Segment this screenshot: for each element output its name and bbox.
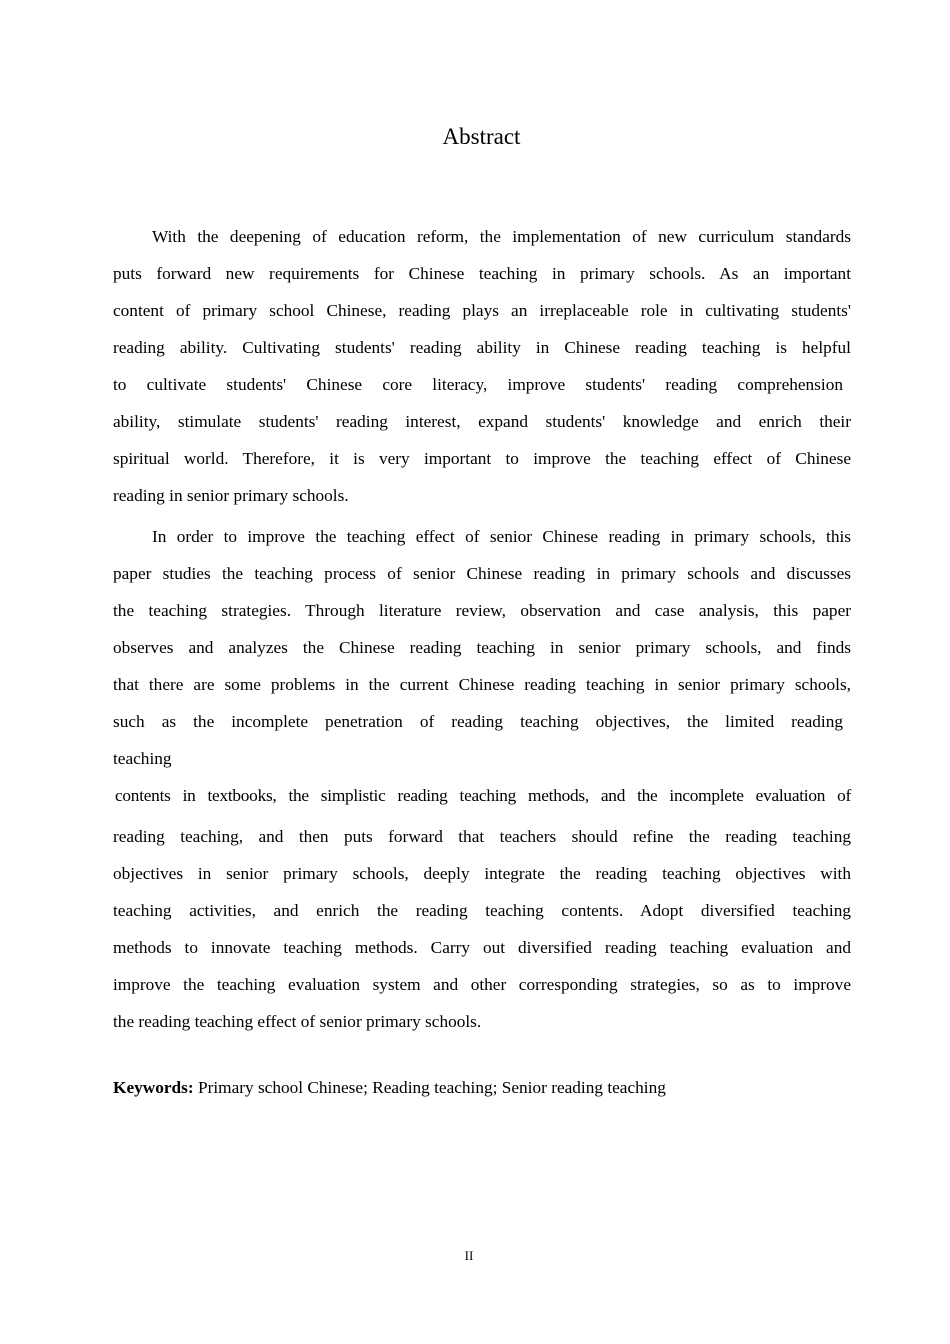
text-line: the teaching strategies. Through literature review, observation and case analysis, this paper [113, 601, 851, 620]
text-line: that there are some problems in the current Chinese reading teaching in senior primary schools, [113, 675, 851, 694]
abstract-body [113, 222, 851, 1044]
text-line: spiritual world. Therefore, it is very important to improve the teaching effect of Chinese [113, 449, 851, 468]
text-line: teaching [113, 749, 172, 768]
keywords-text: Primary school Chinese; Reading teaching; Senior reading teaching [193, 1078, 666, 1097]
text-line: objectives in senior primary schools, deeply integrate the reading teaching objectives with [113, 864, 851, 883]
text-line: the reading teaching effect of senior primary schools. [113, 1012, 482, 1031]
text-line: improve the teaching evaluation system and other corresponding strategies, so as to improve [113, 975, 851, 994]
text-line: content of primary school Chinese, reading plays an irreplaceable role in cultivating students' [113, 301, 851, 320]
text-line: to cultivate students' Chinese core literacy, improve students' reading comprehension [113, 375, 843, 394]
page-title: Abstract [442, 124, 521, 149]
paragraph [113, 522, 851, 1044]
text-line: puts forward new requirements for Chinese teaching in primary schools. As an important [113, 264, 851, 283]
text-line: methods to innovate teaching methods. Carry out diversified reading teaching evaluation and [113, 938, 851, 957]
text-line: teaching activities, and enrich the reading teaching contents. Adopt diversified teaching [113, 901, 851, 920]
text-line: With the deepening of education reform, the implementation of new curriculum standards [152, 227, 851, 246]
keywords-label: Keywords: [113, 1078, 194, 1097]
text-line: paper studies the teaching process of senior Chinese reading in primary schools and discusses [113, 564, 851, 583]
text-line: reading teaching, and then puts forward that teachers should refine the reading teaching [113, 827, 851, 846]
text-line: observes and analyzes the Chinese reading teaching in senior primary schools, and finds [113, 638, 851, 657]
text-line: such as the incomplete penetration of reading teaching objectives, the limited reading [113, 712, 843, 731]
text-line: contents in textbooks, the simplistic reading teaching methods, and the incomplete evaluation of [115, 786, 851, 805]
text-line: In order to improve the teaching effect of senior Chinese reading in primary schools, this [152, 527, 851, 546]
text-line: reading in senior primary schools. [113, 486, 349, 505]
text-line: reading ability. Cultivating students' reading ability in Chinese reading teaching is helpful [113, 338, 851, 357]
keywords [113, 1078, 666, 1098]
text-line: ability, stimulate students' reading interest, expand students' knowledge and enrich their [113, 412, 851, 431]
paragraph [113, 222, 851, 518]
page-number: II [464, 1248, 474, 1263]
